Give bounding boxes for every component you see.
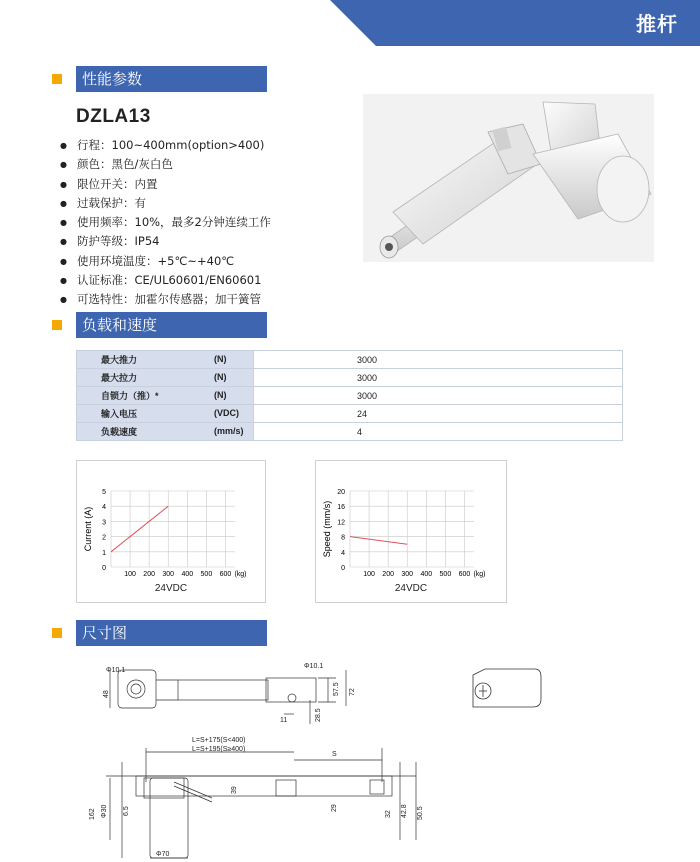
y-tick-label: 0 [341, 565, 345, 572]
x-tick-label: 600 [458, 571, 471, 578]
model-name: DZLA13 [76, 106, 151, 127]
dim-label: Φ70 [156, 851, 170, 858]
unit-text: (N) [214, 372, 227, 382]
y-axis-label: Speed (mm/s) [322, 500, 332, 558]
label-text: 最大拉力 [101, 373, 138, 383]
label-text: 输入电压 [101, 409, 138, 419]
table-row [77, 369, 623, 387]
section-title: 负载和速度 [76, 312, 267, 338]
x-tick-label: 500 [439, 571, 452, 578]
x-unit-label: (kg) [234, 571, 247, 578]
current-chart [76, 460, 266, 603]
table-row [77, 405, 623, 423]
top-view-drawing [96, 658, 376, 730]
label-text: 负载速度 [101, 427, 138, 437]
table-row [77, 351, 623, 369]
page-title: 推杆 [636, 12, 678, 36]
dim-label: 42.8 [401, 804, 408, 818]
unit-text: (N) [214, 390, 227, 400]
dim-label: Φ10.1 [106, 667, 126, 674]
y-tick-label: 20 [337, 489, 345, 496]
x-tick-label: 200 [382, 571, 394, 578]
y-tick-label: 0 [102, 565, 106, 572]
dim-label: 39 [231, 786, 238, 794]
section-title: 性能参数 [76, 66, 267, 92]
section-title: 尺寸图 [76, 620, 267, 646]
spec-item: ● 防护等级：IP54 [60, 232, 271, 251]
spec-item: ● 使用频率：10%，最多2分钟连续工作 [60, 213, 271, 232]
dim-label: 6.5 [123, 806, 130, 816]
dim-label: 28.5 [315, 708, 322, 722]
row-value: 4 [254, 423, 623, 441]
load-speed-table [76, 350, 623, 441]
x-tick-label: 200 [143, 571, 155, 578]
row-label [77, 351, 254, 369]
speed-chart [315, 460, 507, 603]
spec-item: ● 过载保护：有 [60, 194, 271, 213]
side-view-drawing [76, 732, 436, 862]
dim-label: S [332, 751, 337, 758]
dim-label: L=S+195(S≥400) [192, 746, 246, 753]
series-line [350, 537, 407, 545]
label-text: 自锁力（推）* [101, 391, 159, 401]
series-line [111, 506, 168, 552]
x-tick-label: 300 [401, 571, 414, 578]
y-tick-label: 12 [337, 519, 345, 527]
row-value: 3000 [254, 369, 623, 387]
chart-xlabel: 24VDC [394, 583, 428, 594]
x-tick-label: 100 [363, 571, 375, 578]
y-tick-label: 16 [337, 504, 345, 512]
y-tick-label: 4 [102, 504, 106, 512]
dim-label: 162 [89, 808, 96, 820]
chart-xlabel: 24VDC [154, 583, 188, 594]
product-photo [363, 94, 654, 262]
x-tick-label: 400 [420, 571, 433, 578]
row-label [77, 405, 254, 423]
section-marker [52, 628, 62, 638]
dim-label: 48 [103, 690, 110, 698]
dim-label: 72 [349, 688, 356, 696]
x-tick-label: 100 [124, 571, 136, 578]
header-banner [330, 0, 700, 46]
y-tick-label: 1 [102, 549, 106, 557]
row-label [77, 423, 254, 441]
section-marker [52, 74, 62, 84]
row-label [77, 369, 254, 387]
spec-item: ● 限位开关：内置 [60, 175, 271, 194]
end-view-drawing [463, 665, 543, 711]
x-tick-label: 500 [200, 571, 213, 578]
section-marker [52, 320, 62, 330]
dim-label: 11 [280, 717, 288, 724]
y-tick-label: 5 [102, 489, 106, 496]
x-tick-label: 600 [219, 571, 232, 578]
y-tick-label: 2 [102, 534, 106, 542]
section-dimensions [52, 620, 267, 646]
label-text: 最大推力 [101, 355, 138, 365]
y-tick-label: 3 [102, 519, 106, 527]
spec-item: ● 行程：100~400mm(option>400) [60, 136, 271, 155]
spec-item: ● 使用环境温度：+5℃~+40℃ [60, 252, 271, 271]
y-axis-label: Current (A) [83, 506, 93, 552]
x-unit-label: (kg) [473, 571, 486, 578]
dim-label: Φ10.1 [304, 663, 324, 670]
table-row [77, 387, 623, 405]
section-performance [52, 66, 267, 92]
dim-label: L=S+175(S<400) [192, 737, 246, 744]
dim-label: 29 [331, 804, 338, 812]
unit-text: (mm/s) [214, 426, 244, 436]
x-tick-label: 300 [162, 571, 175, 578]
row-value: 3000 [254, 387, 623, 405]
dim-label: 50.5 [417, 806, 424, 820]
table-row [77, 423, 623, 441]
spec-list [60, 136, 271, 310]
spec-item: ● 可选特性：加霍尔传感器；加干簧管 [60, 290, 271, 309]
spec-item: ● 认证标准：CE/UL60601/EN60601 [60, 271, 271, 290]
y-tick-label: 4 [341, 549, 345, 557]
unit-text: (VDC) [214, 408, 239, 418]
y-tick-label: 8 [341, 534, 345, 542]
row-value: 24 [254, 405, 623, 423]
spec-item: ● 颜色：黑色/灰白色 [60, 155, 271, 174]
row-label [77, 387, 254, 405]
section-load-speed [52, 312, 267, 338]
x-tick-label: 400 [181, 571, 194, 578]
dim-label: Φ30 [101, 804, 108, 818]
row-value: 3000 [254, 351, 623, 369]
dim-label: 32 [385, 810, 392, 818]
unit-text: (N) [214, 354, 227, 364]
dim-label: 57.5 [333, 682, 340, 696]
